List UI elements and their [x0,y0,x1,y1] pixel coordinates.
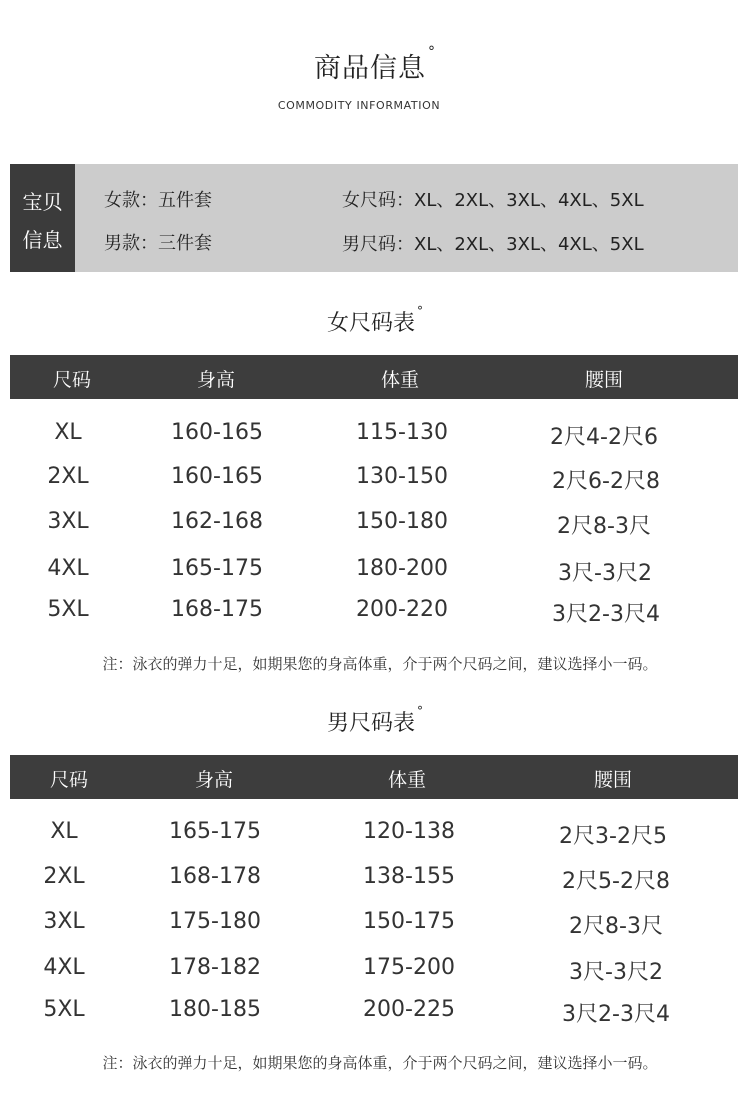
women-set-text: 女款：五件套 [104,190,212,211]
page-title-text: 商品信息 [314,53,426,84]
column-header-size: 尺码 [49,769,88,791]
women-table-title-text: 女尺码表 [326,311,415,336]
men-table-note: 注：泳衣的弹力十足，如期果您的身高体重，介于两个尺码之间，建议选择小一码。 [102,1054,658,1072]
info-label-line1: 宝贝 [22,190,63,214]
height-cell: 168-175 [171,597,263,622]
men-table-title [0,706,750,737]
column-header-height: 身高 [196,369,235,391]
height-cell: 160-165 [171,464,263,489]
height-cell: 175-180 [169,909,261,934]
waist-cell: 2尺5-2尺8 [562,869,670,894]
height-cell: 162-168 [171,509,263,534]
women-table-note: 注：泳衣的弹力十足，如期果您的身高体重，介于两个尺码之间，建议选择小一码。 [102,655,658,673]
height-cell: 168-178 [169,864,261,889]
info-label-line2: 信息 [22,228,63,252]
men-sizes-text: 男尺码：XL、2XL、3XL、4XL、5XL [342,234,644,255]
table-row [10,909,738,939]
size-cell: XL [50,819,78,844]
weight-cell: 175-200 [363,955,455,980]
table-row [10,997,738,1027]
women-sizes-text: 女尺码：XL、2XL、3XL、4XL、5XL [342,190,644,211]
size-cell: 2XL [47,464,89,489]
size-cell: 4XL [43,955,85,980]
table-row [10,819,738,849]
men-table-header [10,755,738,799]
weight-cell: 120-138 [363,819,455,844]
size-cell: XL [54,420,82,445]
weight-cell: 130-150 [356,464,448,489]
size-cell: 5XL [47,597,89,622]
size-cell: 3XL [47,509,89,534]
height-cell: 180-185 [169,997,261,1022]
table-row [10,597,738,627]
table-row [10,864,738,894]
waist-cell: 2尺8-3尺 [569,914,663,939]
table-row [10,556,738,586]
size-cell: 3XL [43,909,85,934]
weight-cell: 180-200 [356,556,448,581]
page-title [0,46,750,85]
women-table-title [0,306,750,337]
waist-cell: 2尺6-2尺8 [552,469,660,494]
height-cell: 178-182 [169,955,261,980]
degree-mark: ° [417,304,423,318]
waist-cell: 2尺4-2尺6 [550,425,658,450]
waist-cell: 3尺-3尺2 [558,561,652,586]
size-cell: 5XL [43,997,85,1022]
column-header-waist: 腰围 [593,769,632,791]
height-cell: 160-165 [171,420,263,445]
page-subtitle: COMMODITY INFORMATION [277,99,441,112]
size-cell: 4XL [47,556,89,581]
weight-cell: 115-130 [356,420,448,445]
column-header-height: 身高 [194,769,233,791]
degree-mark: ° [428,44,436,60]
weight-cell: 200-225 [363,997,455,1022]
height-cell: 165-175 [169,819,261,844]
size-cell: 2XL [43,864,85,889]
table-row [10,420,738,450]
table-row [10,464,738,494]
info-label-block [10,164,75,272]
column-header-waist: 腰围 [584,369,623,391]
weight-cell: 200-220 [356,597,448,622]
women-table-header [10,355,738,399]
waist-cell: 2尺8-3尺 [557,514,651,539]
degree-mark: ° [417,704,423,718]
weight-cell: 138-155 [363,864,455,889]
column-header-weight: 体重 [380,369,419,391]
height-cell: 165-175 [171,556,263,581]
weight-cell: 150-175 [363,909,455,934]
waist-cell: 2尺3-2尺5 [559,824,667,849]
column-header-weight: 体重 [387,769,426,791]
table-row [10,509,738,539]
column-header-size: 尺码 [52,369,91,391]
weight-cell: 150-180 [356,509,448,534]
men-table-title-text: 男尺码表 [326,711,415,736]
men-set-text: 男款：三件套 [104,233,212,254]
table-row [10,955,738,985]
waist-cell: 3尺-3尺2 [569,960,663,985]
product-info-box [10,164,738,272]
waist-cell: 3尺2-3尺4 [552,602,660,627]
waist-cell: 3尺2-3尺4 [562,1002,670,1027]
